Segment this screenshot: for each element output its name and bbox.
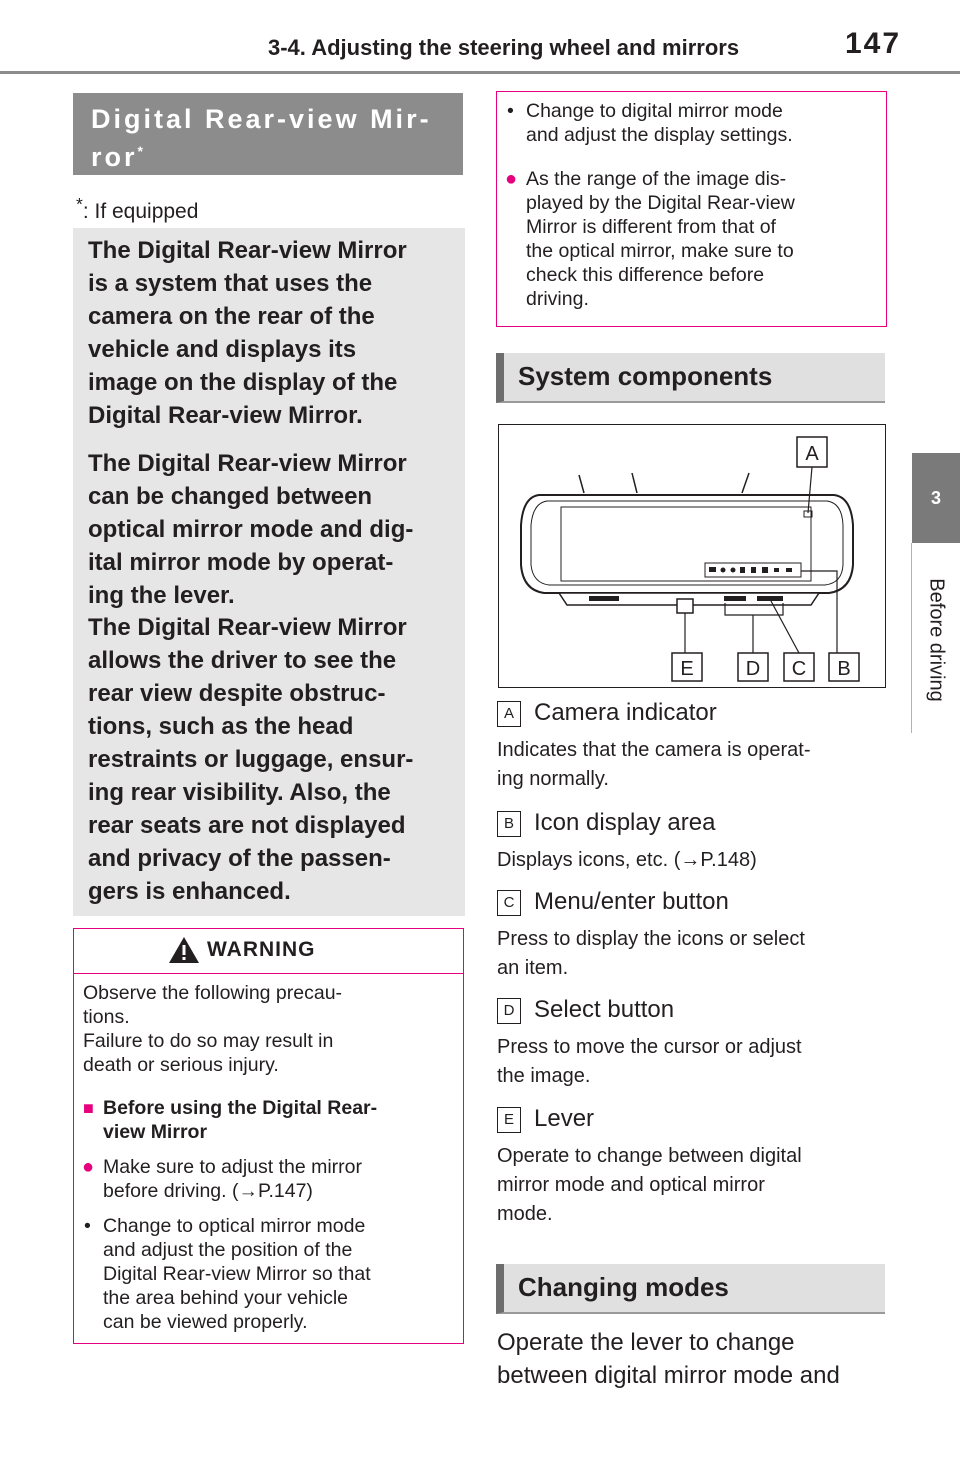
component-description-line: Displays icons, etc. (→P.148)	[497, 849, 757, 871]
component-letter-badge: C	[497, 890, 521, 916]
intro-line: allows the driver to see the	[88, 647, 397, 674]
warning-bullet-line: before driving. (→P.147)	[103, 1180, 313, 1202]
component-description-line: an item.	[497, 957, 569, 979]
component-title: Menu/enter button	[534, 888, 729, 915]
round-bullet-icon: ●	[505, 168, 518, 190]
warning-text-line: Failure to do so may result in	[83, 1030, 334, 1052]
intro-line: Digital Rear-view Mirror.	[88, 402, 363, 429]
figure-label-c: C	[791, 658, 807, 680]
warning-box	[73, 928, 464, 1344]
closing-line: between digital mirror mode and	[497, 1362, 840, 1389]
figure-label-b: B	[837, 658, 851, 680]
component-letter-badge: A	[497, 701, 521, 727]
component-description-line: mirror mode and optical mirror	[497, 1174, 765, 1196]
component-title: Select button	[534, 996, 675, 1023]
section-asterisk: *	[137, 143, 146, 159]
dash-bullet-icon: •	[507, 100, 514, 122]
figure-label-d: D	[745, 658, 761, 680]
warning-dash-line: the area behind your vehicle	[103, 1287, 348, 1309]
section-heading-changing-modes	[496, 1264, 885, 1314]
chapter-number: 3	[930, 488, 941, 508]
header-rule	[0, 71, 960, 74]
warning-text-line: tions.	[83, 1006, 130, 1028]
square-bullet-icon: ■	[83, 1098, 94, 1118]
warning-bullet-line: Mirror is different from that of	[526, 216, 776, 238]
warning-dash-line: Change to digital mirror mode	[526, 100, 783, 122]
intro-line: tions, such as the head	[88, 713, 354, 740]
mirror-diagram	[499, 425, 885, 687]
warning-text-line: Observe the following precau-	[83, 982, 343, 1004]
component-title: Camera indicator	[534, 699, 717, 726]
warning-bullet-line: As the range of the image dis-	[526, 168, 787, 190]
intro-line: rear seats are not displayed	[88, 812, 406, 839]
intro-line: vehicle and displays its	[88, 336, 357, 363]
section-title	[91, 103, 432, 173]
warning-dash-line: Change to optical mirror mode	[103, 1215, 366, 1237]
warning-subheading-line: view Mirror	[103, 1121, 208, 1143]
component-description-line: mode.	[497, 1203, 553, 1225]
component-description-line: Operate to change between digital	[497, 1145, 802, 1167]
section-title-line1: Digital Rear-view Mir-	[91, 104, 432, 134]
component-description-line: Press to move the cursor or adjust	[497, 1036, 802, 1058]
mirror-illustration	[498, 424, 886, 688]
dash-bullet-icon: •	[84, 1215, 91, 1237]
section-title-line2: ror	[91, 142, 138, 172]
footnote	[76, 194, 198, 224]
page-number: 147	[845, 27, 902, 60]
component-letter-badge: E	[497, 1107, 521, 1133]
warning-bullet-line: played by the Digital Rear-view	[526, 192, 795, 214]
warning-text-line: death or serious injury.	[83, 1054, 279, 1076]
closing-line: Operate the lever to change	[497, 1329, 795, 1356]
component-title: Icon display area	[534, 809, 716, 836]
intro-line: rear view despite obstruc-	[88, 680, 386, 707]
component-description-line: Indicates that the camera is operat-	[497, 739, 811, 761]
section-heading-digital-mirror	[73, 93, 463, 175]
intro-line: restraints or luggage, ensur-	[88, 746, 414, 773]
warning-triangle-icon	[168, 936, 200, 964]
chapter-label: Before driving	[925, 578, 948, 702]
intro-box	[73, 228, 465, 916]
warning-header	[74, 929, 463, 974]
component-title: Lever	[534, 1105, 595, 1132]
intro-line: ing rear visibility. Also, the	[88, 779, 391, 806]
component-letter-badge: B	[497, 811, 521, 837]
chapter-tab-line	[911, 543, 912, 733]
intro-line: The Digital Rear-view Mirror	[88, 614, 407, 641]
component-description-line: Press to display the icons or select	[497, 928, 805, 950]
section-heading-system-components	[496, 353, 885, 403]
warning-bullet-line: Make sure to adjust the mirror	[103, 1156, 363, 1178]
warning-bullet-line: driving.	[526, 288, 589, 310]
round-bullet-icon: ●	[82, 1156, 95, 1178]
figure-label-a: A	[805, 443, 819, 465]
intro-line: The Digital Rear-view Mirror	[88, 450, 407, 477]
intro-line: ing the lever.	[88, 582, 235, 609]
warning-dash-line: Digital Rear-view Mirror so that	[103, 1263, 371, 1285]
running-header-title: 3-4. Adjusting the steering wheel and mirrors	[268, 35, 740, 60]
warning-continued-box	[496, 91, 887, 327]
warning-dash-line: can be viewed properly.	[103, 1311, 308, 1333]
component-description-line: the image.	[497, 1065, 591, 1087]
warning-subheading-line: Before using the Digital Rear-	[103, 1097, 378, 1119]
component-letter-badge: D	[497, 998, 521, 1024]
intro-line: The Digital Rear-view Mirror	[88, 237, 407, 264]
warning-dash-line: and adjust the display settings.	[526, 124, 793, 146]
section-title: Changing modes	[518, 1272, 729, 1302]
intro-line: gers is enhanced.	[88, 878, 291, 905]
intro-line: can be changed between	[88, 483, 373, 510]
figure-label-e: E	[680, 658, 694, 680]
warning-bullet-line: check this difference before	[526, 264, 765, 286]
intro-line: and privacy of the passen-	[88, 845, 391, 872]
intro-line: camera on the rear of the	[88, 303, 375, 330]
footnote-marker: *	[76, 194, 83, 214]
section-title: System components	[518, 361, 773, 391]
intro-line: image on the display of the	[88, 369, 398, 396]
component-description-line: ing normally.	[497, 768, 609, 790]
closing-paragraph	[497, 1326, 887, 1392]
footnote-text: : If equipped	[82, 200, 199, 223]
warning-bullet-line: the optical mirror, make sure to	[526, 240, 794, 262]
intro-line: is a system that uses the	[88, 270, 373, 297]
warning-dash-line: and adjust the position of the	[103, 1239, 353, 1261]
intro-line: optical mirror mode and dig-	[88, 516, 414, 543]
warning-title: WARNING	[207, 938, 316, 961]
intro-line: ital mirror mode by operat-	[88, 549, 394, 576]
